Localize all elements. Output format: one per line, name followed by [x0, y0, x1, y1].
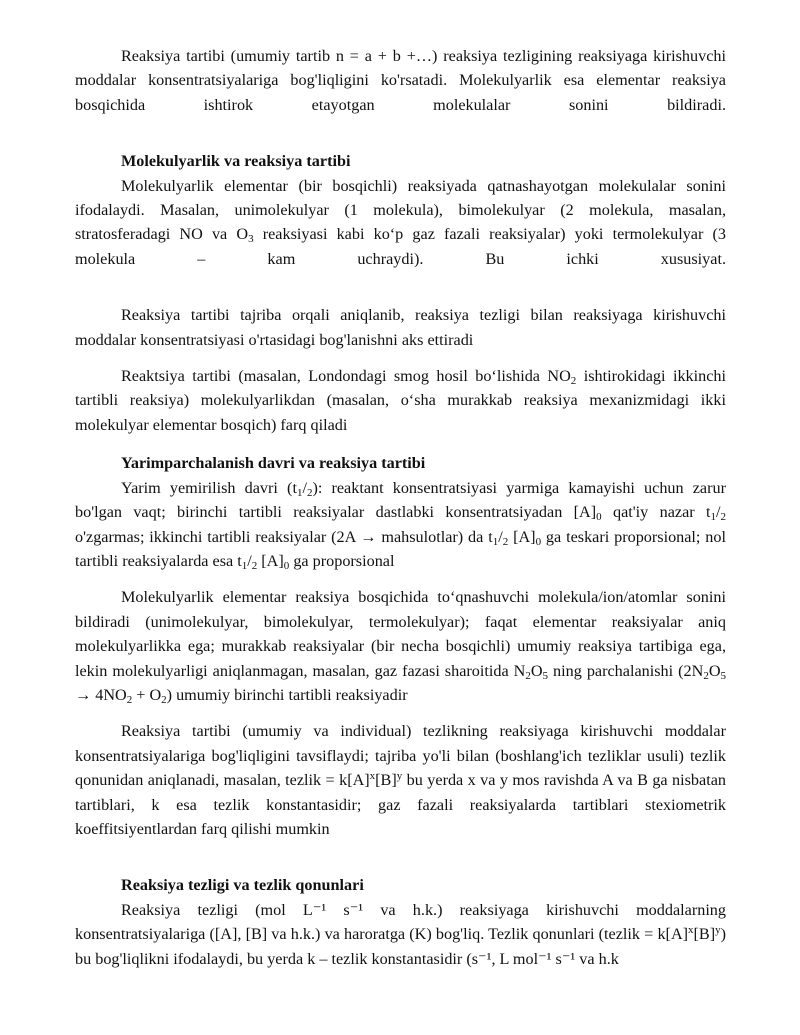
heading-half-life: Yarimparchalanish davri va reaksiya tartibi [121, 454, 426, 473]
paragraph-molecularity-elementary: Molekulyarlik elementar reaksiya bosqichida to‘qnashuvchi molekula/ion/atomlar sonini bildiradi (unimolekulyar, bimolekulyar, termolekulyar); faqat elementar reaksiyalar aniq molekulyarlikka ega; murakkab reaksiyalar (bir necha bosqichli) umumiy reaksiya tartibiga ega, lekin molekulyarligi aniqlanmagan, masalan, gaz fazasi sharoitida $N_2O_5$ ning parchalanishi $(2N_2O_5 \to 4NO_2 + O_2)$ umumiy birinchi tartibli reaksiyadir [75, 588, 727, 706]
paragraph-molecularity: Molekulyarlik elementar (bir bosqichli) reaksiyada qatnashayotgan molekulalar sonini ifodalaydi. Masalan, unimolekulyar (1 molekula), bimolekulyar (2 molekula, masalan, stratosferadagi NO va $O_3$ reaksiyasi kabi ko‘p gaz fazali reaksiyalar) yoki termolekulyar (3 molekula – kam uchraydi). Bu ichki xususiyat. [75, 176, 726, 268]
paragraph-rate-law-order: Reaksiya tartibi (umumiy va individual) tezlikning reaksiyaga kirishuvchi moddalar konsentratsiyalariga bog'liqligini tavsiflaydi; tajriba yo'li bilan (boshlang'ich tezliklar usuli) tezlik qonunidan aniqlanadi, masalan, tezlik = $k[A]^x[B]^y$ bu yerda x va y mos ravishda A va B ga nisbatan tartiblari, k esa tezlik konstantasidir; gaz fazali reaksiyalarda tartiblari stexiometrik koeffitsiyentlardan farq qilishi mumkin [75, 722, 726, 838]
paragraph-reaction-order-intro: Reaksiya tartibi (umumiy tartib n = a + b +…) reaksiya tezligining reaksiyaga kirishuvchi moddalar konsentratsiyalariga bog'liqligini ko'rsatadi. Molekulyarlik esa elementar reaksiya bosqichida ishtirok etayotgan molekulalar sonini bildiradi. [75, 47, 726, 114]
heading-reaction-rate: Reaksiya tezligi va tezlik qonunlari [121, 876, 364, 895]
document-page [75, 44, 726, 971]
paragraph-order-vs-molecularity: Reaktsiya tartibi (masalan, Londondagi smog hosil bo‘lishida $NO_2$ ishtirokidagi ikkinchi tartibli reaksiya) molekulyarlikdan (masalan, o‘sha murakkab reaksiya mexanizmidagi ikki molekulyar elementar bosqich) farq qiladi [75, 367, 726, 434]
paragraph-half-life: Yarim yemirilish davri $(t_1/_2)$: reaktant konsentratsiyasi yarmiga kamayishi uchun zarur bo'lgan vaqt; birinchi tartibli reaksiyalar dastlabki konsentratsiyadan $[A]_0$ qat'iy nazar $t_1/_2$ o'zgarmas; ikkinchi tartibli reaksiyalar (2A → mahsulotlar) da $t_1/_2$ $[A]_0$ ga teskari proporsional; nol tartibli reaksiyalarda esa $t_1/_2$ $[A]_0$ ga proporsional [75, 478, 727, 572]
paragraph-experimental-order: Reaksiya tartibi tajriba orqali aniqlanib, reaksiya tezligi bilan reaksiyaga kirishuvchi moddalar konsentratsiyasi o'rtasidagi bog'lanishni aks ettiradi [75, 306, 726, 349]
heading-molecularity: Molekulyarlik va reaksiya tartibi [121, 152, 351, 171]
paragraph-reaction-rate: Reaksiya tezligi (mol L⁻¹ s⁻¹ va h.k.) reaksiyaga kirishuvchi moddalarning konsentratsiyalariga ([A], [B] va h.k.) va haroratga (K) bog'liq. Tezlik qonunlari (tezlik = $k[A]^x[B]^y$) bu bog'liqlikni ifodalaydi, bu yerda k – tezlik konstantasidir (s⁻¹, L mol⁻¹ s⁻¹ va h.k [75, 900, 726, 968]
